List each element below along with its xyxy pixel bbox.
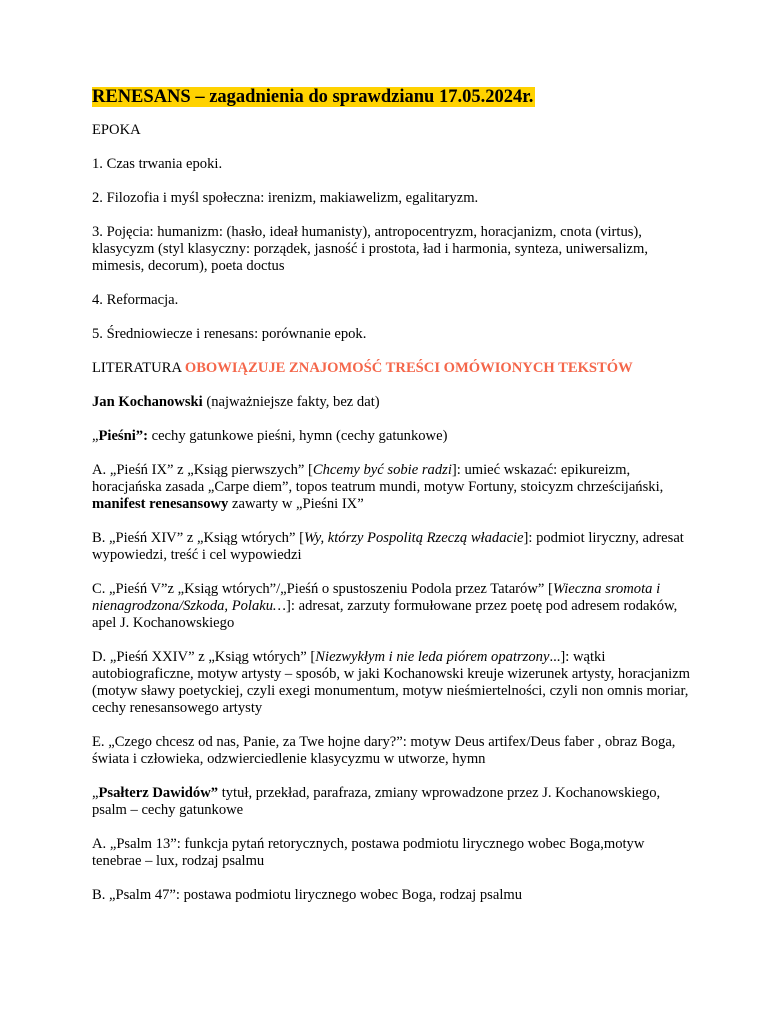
piesni-title: Pieśni”: [98, 428, 148, 444]
epoka-item-5: 5. Średniowiecze i renesans: porównanie epok. [92, 326, 367, 342]
epoka-item-2: 2. Filozofia i myśl społeczna: irenizm, makiawelizm, egalitaryzm. [92, 190, 479, 206]
page-title: RENESANS – zagadnienia do sprawdzianu 17.05.2024r. [92, 87, 534, 107]
psalterz-title: Psałterz Dawidów” [98, 785, 219, 801]
piesn-xxiv-incipit: Niezwykłym i nie leda piórem opatrzony [315, 649, 550, 665]
title-block [92, 86, 692, 108]
psalterz-heading [92, 785, 692, 819]
kochanowski-line [92, 394, 692, 411]
author-name: Jan Kochanowski [92, 394, 203, 410]
piesn-v-incipit: Wieczna sromota i nienagrodzona/Szkoda, Polaku… [92, 581, 661, 614]
piesn-ix-pre: A. „Pieśń IX” z „Ksiąg pierwszych” [ [92, 462, 313, 478]
literatura-heading: LITERATURA [92, 360, 182, 376]
psalterz-open-quote: „ [92, 785, 99, 801]
piesn-ix-post: zawarty w „Pieśni IX” [228, 496, 364, 512]
document-body [92, 86, 692, 921]
piesn-xiv-item [92, 530, 692, 564]
piesn-xxiv-pre: D. „Pieśń XXIV” z „Ksiąg wtórych” [ [92, 649, 316, 665]
piesn-v-item [92, 581, 692, 632]
psalm-13-item: A. „Psalm 13”: funkcja pytań retorycznych, postawa podmiotu lirycznego wobec Boga,motyw tenebrae – lux, rodzaj psalmu [92, 836, 645, 869]
epoka-item-1: 1. Czas trwania epoki. [92, 156, 223, 172]
piesn-ix-item [92, 462, 692, 513]
piesn-ix-mid: ]: umieć wskazać: epikureizm, horacjańska zasada „Carpe diem”, topos teatrum mundi, motyw Fortuny, stoicyzm chrześcijański, [92, 462, 664, 495]
hymn-item: E. „Czego chcesz od nas, Panie, za Twe hojne dary?”: motyw Deus artifex/Deus faber , obraz Boga, świata i człowieka, odzwierciedlenie klasycyzmu w utworze, hymn [92, 734, 676, 767]
piesni-heading [92, 428, 692, 445]
piesni-desc: cechy gatunkowe pieśni, hymn (cechy gatunkowe) [147, 428, 448, 444]
piesn-ix-incipit: Chcemy być sobie radzi [312, 462, 452, 478]
piesn-xxiv-item [92, 649, 692, 717]
literatura-line [92, 360, 692, 377]
piesn-v-pre: C. „Pieśń V”z „Ksiąg wtórych”/„Pieśń o spustoszeniu Podola przez Tatarów” [ [92, 581, 553, 597]
piesn-ix-bold: manifest renesansowy [92, 496, 229, 512]
author-note: (najważniejsze fakty, bez dat) [202, 394, 380, 410]
piesn-xiv-pre: B. „Pieśń XIV” z „Ksiąg wtórych” [ [92, 530, 304, 546]
epoka-heading: EPOKA [92, 122, 141, 138]
literatura-notice: OBOWIĄZUJE ZNAJOMOŚĆ TREŚCI OMÓWIONYCH TEKSTÓW [184, 360, 633, 376]
epoka-item-4: 4. Reformacja. [92, 292, 179, 308]
piesni-open-quote: „ [92, 428, 99, 444]
piesn-v-post: ]: adresat, zarzuty formułowane przez poetę pod adresem rodaków, apel J. Kochanowskiego [92, 598, 678, 631]
piesn-xxiv-post: ...]: wątki autobiograficzne, motyw artysty – sposób, w jaki Kochanowski kreuje wizerunek artysty, horacjanizm (motyw sławy poetyckiej, czyli exegi monumentum, motyw nieśmiertelności, czyli non omnis moriar, cechy renesansowego artysty [92, 649, 691, 716]
piesn-xiv-post: ]: podmiot liryczny, adresat wypowiedzi, treść i cel wypowiedzi [92, 530, 684, 563]
psalterz-desc: tytuł, przekład, parafraza, zmiany wprowadzone przez J. Kochanowskiego, psalm – cechy gatunkowe [92, 785, 661, 818]
psalm-47-item: B. „Psalm 47”: postawa podmiotu lirycznego wobec Boga, rodzaj psalmu [92, 887, 523, 903]
piesn-xiv-incipit: Wy, którzy Pospolitą Rzeczą władacie [303, 530, 524, 546]
epoka-item-3: 3. Pojęcia: humanizm: (hasło, ideał humanisty), antropocentryzm, horacjanizm, cnota (virtus), klasycyzm (styl klasyczny: porządek, jasność i prostota, ład i harmonia, synteza, uniwersalizm, mimesis, decorum), poeta doctus [92, 224, 649, 274]
